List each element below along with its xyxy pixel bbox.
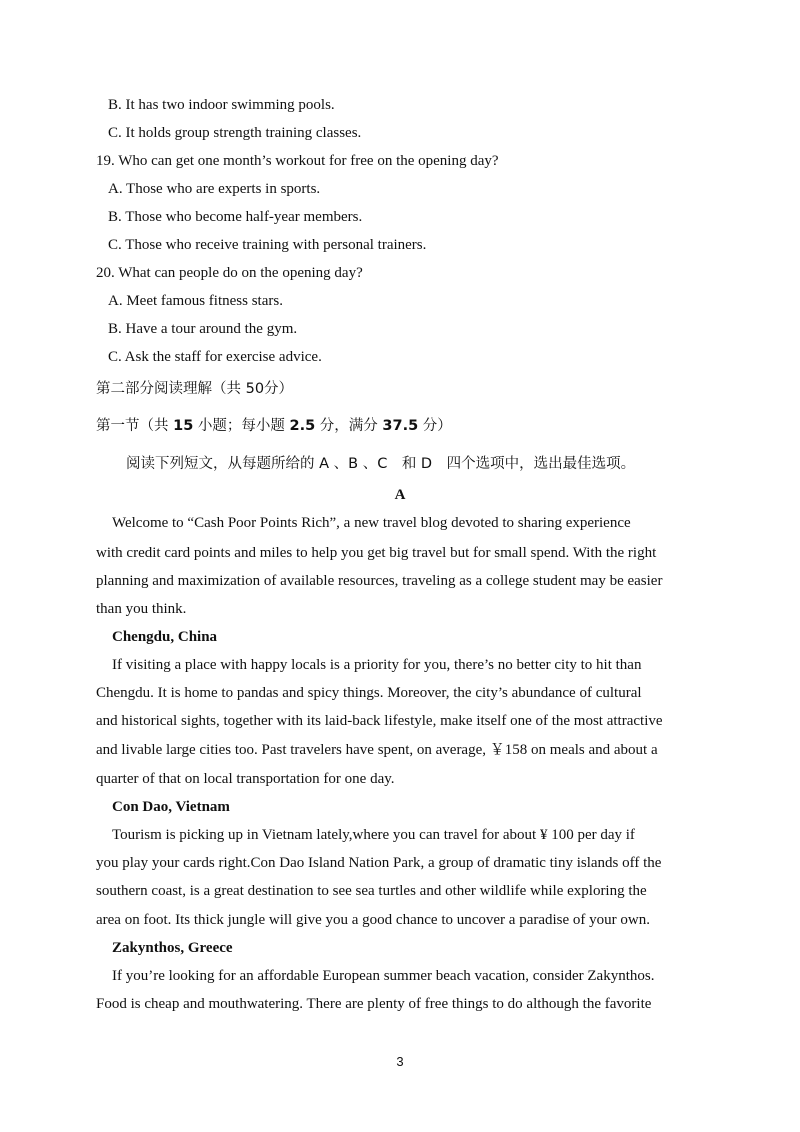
passage-label: A [394, 487, 406, 503]
intro-line-2: with credit card points and miles to help you get big travel but for small spend. With the right [96, 545, 657, 561]
q18-option-b: B. It has two indoor swimming pools. [108, 97, 335, 113]
q20-option-b: B. Have a tour around the gym. [108, 321, 298, 337]
q20-option-a: A. Meet famous fitness stars. [108, 293, 283, 309]
q19-option-b: B. Those who become half-year members. [108, 209, 363, 225]
condao-line-1: Tourism is picking up in Vietnam lately,where you can travel for about ¥ 100 per day if [112, 827, 635, 843]
chengdu-line-3: and historical sights, together with its laid-back lifestyle, make itself one of the most attractive [96, 713, 663, 729]
page-number: 3 [396, 1054, 404, 1069]
instructions: 阅读下列短文，从每题所给的 A 、B 、C 和 D 四个选项中，选出最佳选项。 [126, 456, 636, 472]
chengdu-line-4: and livable large cities too. Past travelers have spent, on average, ￥158 on meals and about a [96, 742, 658, 758]
condao-line-3: southern coast, is a great destination to see sea turtles and other wildlife while exploring the [96, 883, 647, 899]
q20-question: 20. What can people do on the opening day? [96, 265, 363, 281]
section1-text-g: 分） [418, 418, 452, 434]
part2-heading: 第二部分阅读理解（共 50分） [96, 381, 294, 397]
zakynthos-line-1: If you’re looking for an affordable European summer beach vacation, consider Zakynthos. [112, 968, 655, 984]
q20-option-c: C. Ask the staff for exercise advice. [108, 349, 322, 365]
q19-option-a: A. Those who are experts in sports. [108, 181, 321, 197]
chengdu-heading: Chengdu, China [112, 629, 218, 645]
section1-text-c: 小题；每小题 [193, 418, 290, 434]
chengdu-line-5: quarter of that on local transportation for one day. [96, 771, 395, 787]
section1-heading [96, 416, 452, 436]
q19-option-c: C. Those who receive training with personal trainers. [108, 237, 427, 253]
condao-line-4: area on foot. Its thick jungle will give you a good chance to uncover a paradise of your own. [96, 912, 650, 928]
q18-option-c: C. It holds group strength training classes. [108, 125, 362, 141]
chengdu-line-1: If visiting a place with happy locals is a priority for you, there’s no better city to hit than [112, 657, 642, 673]
zakynthos-heading: Zakynthos, Greece [112, 940, 233, 956]
section1-points-each: 2.5 [289, 418, 316, 434]
zakynthos-line-2: Food is cheap and mouthwatering. There are plenty of free things to do although the favorite [96, 996, 652, 1012]
condao-line-2: you play your cards right.Con Dao Island Nation Park, a group of dramatic tiny islands off the [96, 855, 662, 871]
section1-total: 37.5 [382, 418, 419, 434]
intro-line-1: Welcome to “Cash Poor Points Rich”, a new travel blog devoted to sharing experience [112, 515, 631, 531]
section1-text-a: 第一节（共 [96, 418, 174, 434]
intro-line-4: than you think. [96, 601, 187, 617]
section1-text-e: 分，满分 [315, 418, 383, 434]
section1-count: 15 [173, 418, 194, 434]
intro-line-3: planning and maximization of available resources, traveling as a college student may be easier [96, 573, 663, 589]
q19-question: 19. Who can get one month’s workout for free on the opening day? [96, 153, 499, 169]
chengdu-line-2: Chengdu. It is home to pandas and spicy things. Moreover, the city’s abundance of cultural [96, 685, 642, 701]
condao-heading: Con Dao, Vietnam [112, 799, 230, 815]
